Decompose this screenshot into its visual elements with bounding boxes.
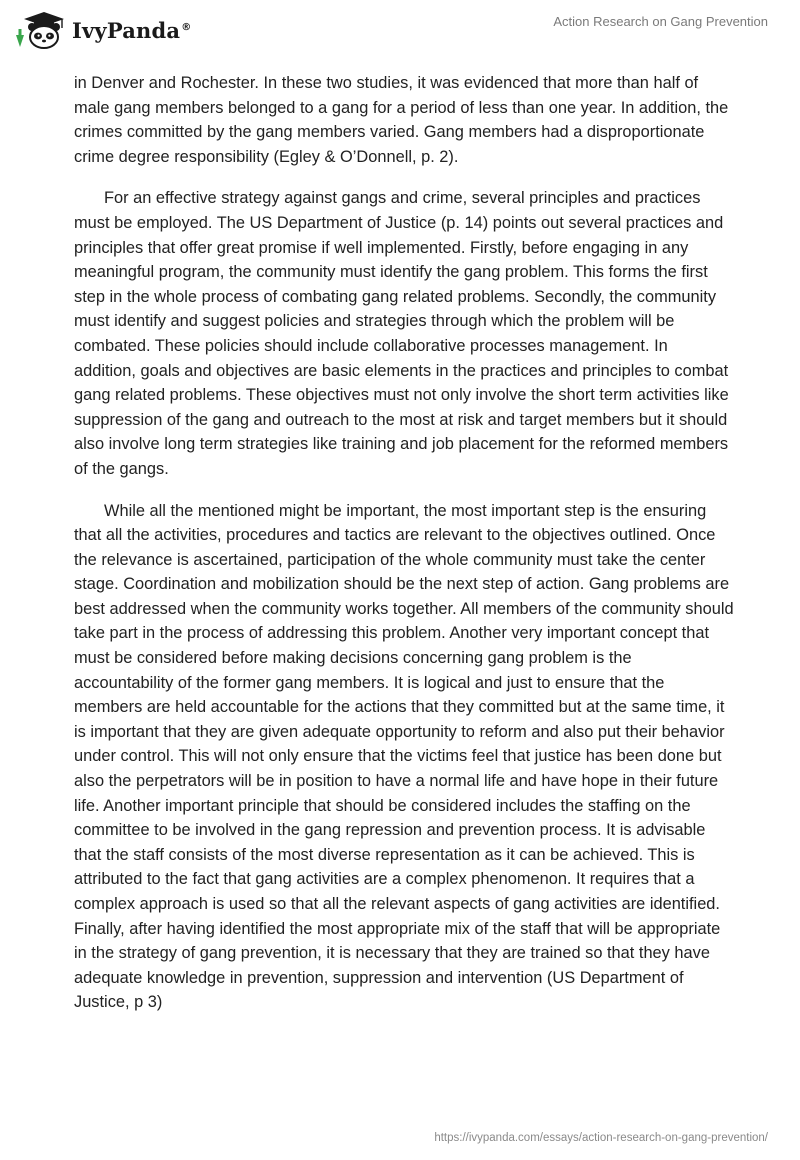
brand-logo[interactable] <box>14 10 191 50</box>
page-header <box>0 0 800 60</box>
paragraph-important-step: While all the mentioned might be important, the most important step is the ensuring that all the activities, procedures and tactics are relevant to the objectives outlined. Once the relevance is ascertained, participation of the whole community must take the center stage. Coordination and mobilization should be the next step of action. Gang problems are best addressed when the community works together. All members of the community should take part in the process of addressing this problem. Another very important concept that must be considered before making decisions concerning gang problem is the accountability of the former gang members. It is logical and just to ensure that the members are held accountable for the actions that they committed but at the same time, it is important that they are given adequate opportunity to reform and also put their behavior under control. This will not only ensure that the victims feel that justice has been done but also the perpetrators will be in position to have a normal life and have hope in their future life. Another important principle that should be considered includes the staffing on the committee to be involved in the gang repression and prevention process. It is advisable that the staff consists of the most diverse representation as it can be achieved. This is attributed to the fact that gang activities are a complex phenomenon. It requires that a complex approach is used so that all the relevant aspects of gang activities are identified. Finally, after having identified the most appropriate mix of the staff that will be appropriate in the strategy of gang prevention, it is necessary that they are trained so that they have adequate knowledge in prevention, suppression and intervention (US Department of Justice, p 3) <box>74 501 734 1012</box>
brand-name: IvyPanda® <box>72 17 192 43</box>
source-url-link[interactable]: https://ivypanda.com/essays/action-research-on-gang-prevention/ <box>434 1132 768 1144</box>
paragraph-principles: For an effective strategy against gangs and crime, several principles and practices must be employed. The US Department of Justice (p. 14) points out several practices and principles that offer great promise if well implemented. Firstly, before engaging in any meaningful program, the community must identify the gang problem. This forms the first step in the whole process of combating gang related problems. Secondly, the community must identify and suggest policies and strategies through which the problem will be combated. These policies should include collaborative processes management. In addition, goals and objectives are basic elements in the practices and principles to combat gang related problems. These objectives must not only involve the short term activities like suppression of the gang and outreach to the most at risk and target members but it should also involve long term strategies like training and job placement for the reformed members of the gangs. <box>74 189 729 478</box>
paragraph-continuation: in Denver and Rochester. In these two studies, it was evidenced that more than half of male gang members belonged to a gang for a period of less than one year. In addition, the crimes committed by the gang members varied. Gang members had a disproportionate crime degree responsibility (Egley & O’Donnell, p. 2). <box>74 74 729 166</box>
document-title: Action Research on Gang Prevention <box>553 14 768 29</box>
registered-mark: ® <box>181 21 192 33</box>
panda-graduate-icon <box>14 10 70 50</box>
essay-body <box>74 71 734 1032</box>
